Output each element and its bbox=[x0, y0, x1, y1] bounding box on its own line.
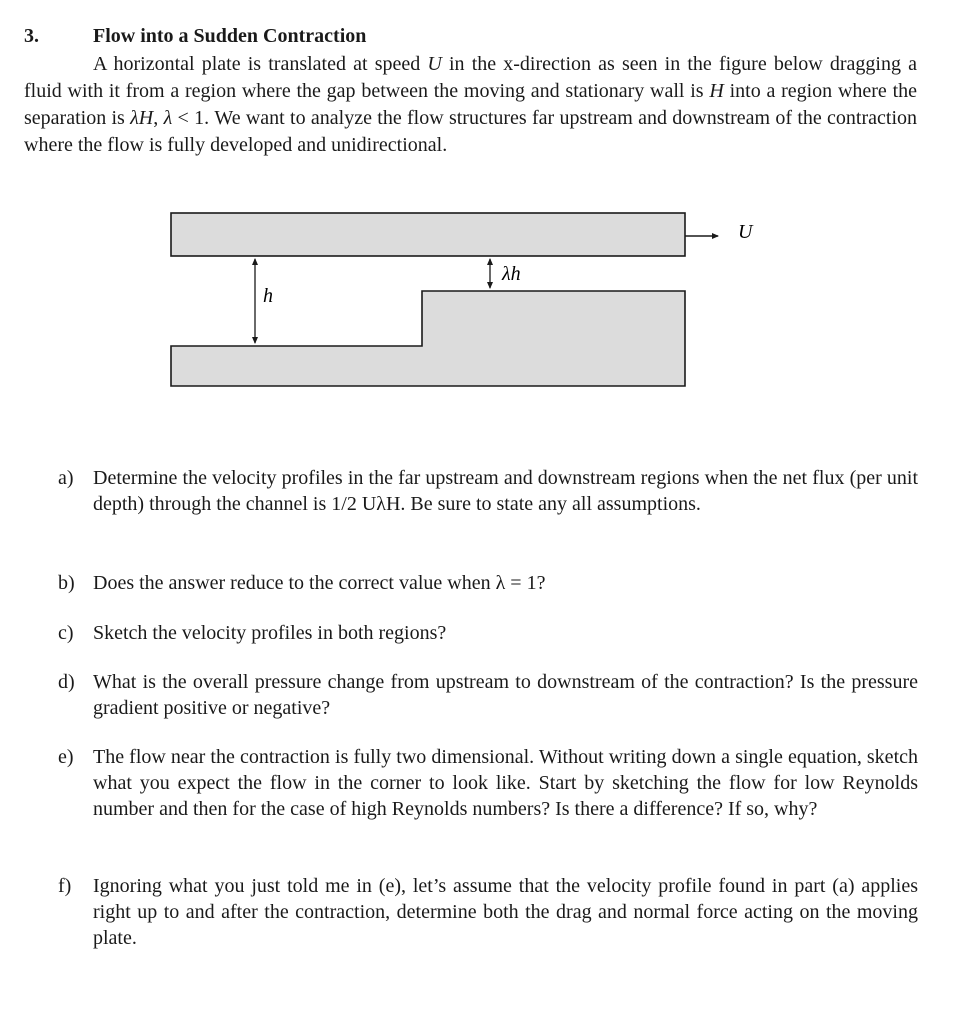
part-b-text: Does the answer reduce to the correct value when λ = 1? bbox=[93, 572, 546, 594]
contraction-figure bbox=[0, 0, 972, 420]
part-c-label: c) bbox=[58, 622, 74, 644]
intro-symbol-h: H bbox=[709, 80, 724, 102]
intro-text-5: < 1. We want to analyze the flow structures far upstream and downstream of the contraction where the flow is fully developed and unidirectional. bbox=[24, 107, 918, 156]
part-e bbox=[58, 744, 918, 822]
part-d-text: What is the overall pressure change from upstream to downstream of the contraction? Is the pressure gradient positive or negative? bbox=[93, 671, 918, 719]
part-d bbox=[58, 669, 918, 721]
intro-text-3: into a region where the separation is bbox=[24, 80, 918, 129]
intro-symbol-lambda: λ bbox=[163, 107, 173, 129]
intro-text-4: , bbox=[153, 107, 164, 129]
intro-symbol-lambda-h: λH bbox=[130, 107, 154, 129]
part-a-label: a) bbox=[58, 467, 74, 489]
problem-number: 3. bbox=[24, 25, 39, 47]
part-a-text: Determine the velocity profiles in the far upstream and downstream regions when the net flux (per unit depth) through the channel is 1/2 UλH. Be sure to state any all assumptions. bbox=[93, 467, 918, 515]
part-f bbox=[58, 873, 918, 951]
part-e-text: The flow near the contraction is fully two dimensional. Without writing down a single equation, sketch what you expect the flow in the corner to look like. Start by sketching the flow for low Reynolds number and then for the case of high Reynolds numbers? Is there a difference? If so, why? bbox=[93, 746, 918, 820]
part-b-label: b) bbox=[58, 572, 75, 594]
stationary-wall bbox=[171, 291, 685, 386]
problem-title: Flow into a Sudden Contraction bbox=[93, 25, 367, 47]
intro-symbol-u: U bbox=[427, 53, 442, 75]
part-d-label: d) bbox=[58, 671, 75, 693]
part-f-text: Ignoring what you just told me in (e), let’s assume that the velocity profile found in part (a) applies right up to and after the contraction, determine both the drag and normal force acting on the moving plate. bbox=[93, 875, 918, 949]
intro-text-2: in the x-direction as seen in the figure below dragging a fluid with it from a region where the gap between the moving and stationary wall is bbox=[24, 53, 917, 102]
gap-lambda-h-label: λh bbox=[502, 263, 521, 285]
gap-h-label: h bbox=[263, 285, 273, 307]
part-e-label: e) bbox=[58, 746, 74, 768]
part-f-label: f) bbox=[58, 875, 72, 897]
part-b bbox=[58, 570, 918, 596]
part-c bbox=[58, 620, 918, 646]
moving-plate bbox=[171, 213, 685, 256]
part-c-text: Sketch the velocity profiles in both regions? bbox=[93, 622, 447, 644]
intro-text-1: A horizontal plate is translated at speed bbox=[93, 53, 428, 75]
velocity-label: U bbox=[738, 221, 753, 243]
part-a bbox=[58, 465, 918, 517]
